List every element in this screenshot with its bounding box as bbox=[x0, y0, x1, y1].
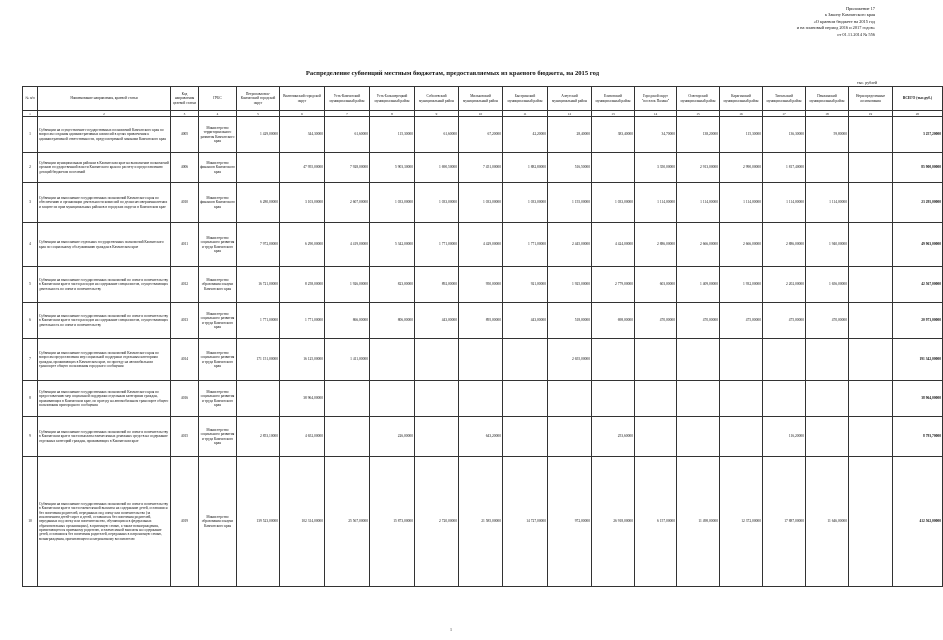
row-number: 1 bbox=[23, 117, 38, 153]
column-header: Петропавловск-Камчатский городской округ bbox=[237, 87, 280, 111]
row-value bbox=[720, 417, 763, 457]
row-value: 1 411,00000 bbox=[325, 339, 370, 381]
row-value: 7 451,00000 bbox=[459, 153, 503, 183]
row-value bbox=[806, 153, 849, 183]
row-value: 102 314,00000 bbox=[280, 457, 325, 587]
row-value: 2 666,00000 bbox=[677, 223, 720, 267]
column-header: Пенжинский муниципальный район bbox=[806, 87, 849, 111]
column-index: 14 bbox=[635, 111, 677, 117]
row-value bbox=[635, 339, 677, 381]
row-value: 138,20000 bbox=[677, 117, 720, 153]
approval-line-1: Приложение 17 bbox=[845, 6, 875, 11]
row-value: 12 372,00000 bbox=[720, 457, 763, 587]
row-value: 7 928,00000 bbox=[325, 153, 370, 183]
row-value bbox=[849, 153, 893, 183]
subventions-table bbox=[22, 86, 943, 587]
row-value: 475,00000 bbox=[763, 303, 806, 339]
row-number: 10 bbox=[23, 457, 38, 587]
row-value: 115,30000 bbox=[720, 117, 763, 153]
row-code: 4014 bbox=[171, 339, 199, 381]
row-value: 2 666,00000 bbox=[720, 223, 763, 267]
table-row bbox=[23, 339, 943, 381]
row-code: 4019 bbox=[171, 457, 199, 587]
row-value: 21 585,00000 bbox=[459, 457, 503, 587]
row-code: 4006 bbox=[171, 153, 199, 183]
row-value bbox=[806, 381, 849, 417]
row-value bbox=[503, 417, 548, 457]
row-value: 5 903,30000 bbox=[370, 153, 415, 183]
row-value: 2 607,00000 bbox=[325, 183, 370, 223]
row-value: 1 926,00000 bbox=[325, 267, 370, 303]
row-value: 1 882,80000 bbox=[503, 153, 548, 183]
row-value bbox=[806, 339, 849, 381]
row-value: 383,40000 bbox=[592, 117, 635, 153]
row-total: 8 793,70000 bbox=[893, 417, 943, 457]
row-grbs: Министерство социального развития и труда Камчатского края bbox=[199, 381, 237, 417]
row-grbs: Министерство образования и науки Камчатского края bbox=[199, 267, 237, 303]
row-code: 4010 bbox=[171, 183, 199, 223]
row-value: 1 932,00000 bbox=[720, 267, 763, 303]
row-value: 1 925,00000 bbox=[548, 267, 592, 303]
row-value: 226,00000 bbox=[370, 417, 415, 457]
row-total: 412 562,00000 bbox=[893, 457, 943, 587]
table-row bbox=[23, 117, 943, 153]
document-title: Распределение субвенций местным бюджетам, предоставляемых из краевого бюджета, на 2015 год bbox=[305, 70, 600, 77]
row-value: 1 033,00000 bbox=[459, 183, 503, 223]
row-grbs: Министерство финансов Камчатского края bbox=[199, 183, 237, 223]
column-index: 17 bbox=[763, 111, 806, 117]
row-grbs: Министерство социального развития и труда Камчатского края bbox=[199, 303, 237, 339]
row-value bbox=[325, 381, 370, 417]
row-value: 344,30000 bbox=[280, 117, 325, 153]
column-header: ГРБС bbox=[199, 87, 237, 111]
row-value: 443,00000 bbox=[503, 303, 548, 339]
row-value: 61,60000 bbox=[415, 117, 459, 153]
row-value bbox=[849, 381, 893, 417]
column-header: Нераспределенные ассигнования bbox=[849, 87, 893, 111]
row-value bbox=[849, 417, 893, 457]
row-value: 1 771,00000 bbox=[415, 223, 459, 267]
approval-line-5: от 01.11.2014 № 556 bbox=[837, 31, 875, 37]
row-value: 470,00000 bbox=[677, 303, 720, 339]
row-value: 1 033,00000 bbox=[503, 183, 548, 223]
column-header: Быстринский муниципальный район bbox=[503, 87, 548, 111]
row-value: 1 817,40000 bbox=[763, 153, 806, 183]
column-header: Наименование направления, краевой статьи bbox=[38, 87, 171, 111]
row-value: 16 721,00000 bbox=[237, 267, 280, 303]
row-value bbox=[459, 381, 503, 417]
table-row bbox=[23, 267, 943, 303]
row-value: 115,30000 bbox=[370, 117, 415, 153]
row-value: 11 498,00000 bbox=[677, 457, 720, 587]
row-value: 4 419,00000 bbox=[325, 223, 370, 267]
row-value: 1 656,00000 bbox=[806, 267, 849, 303]
row-name: Субвенции на выполнение государственных полномочий по опеке и попечительству в Камчатском крае в части расходов на содержание специалистов, осуществляющих деятельность по опеке и попечительству bbox=[38, 267, 171, 303]
row-total: 23 295,00000 bbox=[893, 183, 943, 223]
row-value: 34,70000 bbox=[635, 117, 677, 153]
column-index: 16 bbox=[720, 111, 763, 117]
column-header: Мильковский муниципальный район bbox=[459, 87, 503, 111]
row-value: 470,00000 bbox=[635, 303, 677, 339]
row-value bbox=[849, 303, 893, 339]
column-index: 11 bbox=[503, 111, 548, 117]
row-value bbox=[415, 417, 459, 457]
column-index: 3 bbox=[171, 111, 199, 117]
row-value bbox=[635, 381, 677, 417]
column-index: 18 bbox=[806, 111, 849, 117]
row-value: 136,30000 bbox=[763, 117, 806, 153]
row-value: 59,80000 bbox=[806, 117, 849, 153]
row-value bbox=[849, 267, 893, 303]
table-row bbox=[23, 303, 943, 339]
table-row bbox=[23, 183, 943, 223]
row-value: 42,20000 bbox=[503, 117, 548, 153]
row-value bbox=[720, 339, 763, 381]
column-index: 6 bbox=[280, 111, 325, 117]
row-value bbox=[677, 417, 720, 457]
row-value: 61,60000 bbox=[325, 117, 370, 153]
table-row bbox=[23, 153, 943, 183]
row-code: 4016 bbox=[171, 381, 199, 417]
row-value: 1 114,00000 bbox=[720, 183, 763, 223]
row-name: Субвенции муниципальным районам в Камчатском крае на выполнение полномочий органов государственной власти Камчатского края по расчету и предоставлению дотаций бюджетам поселений bbox=[38, 153, 171, 183]
row-value: 1 771,00000 bbox=[503, 223, 548, 267]
row-value bbox=[592, 381, 635, 417]
row-value: 3 350,00000 bbox=[635, 153, 677, 183]
row-number: 6 bbox=[23, 303, 38, 339]
row-value bbox=[806, 417, 849, 457]
row-total: 191 342,00000 bbox=[893, 339, 943, 381]
column-index: 8 bbox=[370, 111, 415, 117]
row-value bbox=[677, 339, 720, 381]
row-value: 7 972,00000 bbox=[237, 223, 280, 267]
row-value: 116,20000 bbox=[763, 417, 806, 457]
row-value bbox=[677, 381, 720, 417]
row-name: Субвенции на выполнение государственных полномочий по опеке и попечительству в Камчатском крае в части расходов на содержание специалистов, осуществляющих деятельность по опеке и попечительству bbox=[38, 303, 171, 339]
row-value bbox=[325, 417, 370, 457]
row-value: 950,00000 bbox=[459, 267, 503, 303]
row-value bbox=[849, 117, 893, 153]
row-value: 11 646,00000 bbox=[806, 457, 849, 587]
row-value: 475,00000 bbox=[720, 303, 763, 339]
row-code: 4013 bbox=[171, 303, 199, 339]
row-value: 2 886,00000 bbox=[763, 223, 806, 267]
row-value: 26 918,00000 bbox=[592, 457, 635, 587]
row-total: 85 900,00000 bbox=[893, 153, 943, 183]
row-value: 443,00000 bbox=[415, 303, 459, 339]
row-value: 1 033,00000 bbox=[592, 183, 635, 223]
row-total: 20 973,00000 bbox=[893, 303, 943, 339]
column-header: Карагинский муниципальный район bbox=[720, 87, 763, 111]
row-number: 5 bbox=[23, 267, 38, 303]
row-name: Субвенции на осуществление государственных полномочий Камчатского края по вопросам создания административных комиссий в целях привлечения к административной ответственности, предусмотренной законами Камчатского края bbox=[38, 117, 171, 153]
row-value bbox=[459, 339, 503, 381]
row-value: 2 720,00000 bbox=[415, 457, 459, 587]
row-value: 4 424,00000 bbox=[592, 223, 635, 267]
row-value: 470,00000 bbox=[806, 303, 849, 339]
column-header: Вилючинский городской округ bbox=[280, 87, 325, 111]
column-header: Соболевский муниципальный район bbox=[415, 87, 459, 111]
row-value: 2 990,00000 bbox=[720, 153, 763, 183]
row-value: 643,20000 bbox=[459, 417, 503, 457]
row-value: 1 114,00000 bbox=[806, 183, 849, 223]
row-value: 1 033,00000 bbox=[415, 183, 459, 223]
row-value: 518,00000 bbox=[548, 303, 592, 339]
column-header: ВСЕГО (тыс.руб.) bbox=[893, 87, 943, 111]
column-header: Тигильский муниципальный район bbox=[763, 87, 806, 111]
row-value: 823,00000 bbox=[370, 267, 415, 303]
row-value: 25 567,00000 bbox=[325, 457, 370, 587]
row-value: 2 779,00000 bbox=[592, 267, 635, 303]
row-value: 1 690,50000 bbox=[415, 153, 459, 183]
column-index: 7 bbox=[325, 111, 370, 117]
row-value: 2 886,00000 bbox=[635, 223, 677, 267]
row-value: 516,50000 bbox=[548, 153, 592, 183]
column-index: 15 bbox=[677, 111, 720, 117]
row-name: Субвенции на выполнение отдельных государственных полномочий Камчатского края по социальному обслуживанию граждан в Камчатском крае bbox=[38, 223, 171, 267]
page-number: 1 bbox=[450, 627, 452, 632]
table-row bbox=[23, 457, 943, 587]
row-value: 2 202,00000 bbox=[763, 267, 806, 303]
approval-line-4: и на плановый период 2016 и 2017 годов» bbox=[796, 25, 875, 31]
approval-stamp bbox=[797, 6, 875, 38]
row-value bbox=[849, 223, 893, 267]
column-header: Городской округ "поселок Палана" bbox=[635, 87, 677, 111]
column-index: 4 bbox=[199, 111, 237, 117]
column-index: 20 bbox=[893, 111, 943, 117]
row-value: 14 727,00000 bbox=[503, 457, 548, 587]
column-index: 12 bbox=[548, 111, 592, 117]
row-number: 9 bbox=[23, 417, 38, 457]
row-value: 1 409,00000 bbox=[677, 267, 720, 303]
row-number: 2 bbox=[23, 153, 38, 183]
row-value: 6 280,00000 bbox=[237, 183, 280, 223]
row-value: 16 125,00000 bbox=[280, 339, 325, 381]
row-total: 3 257,20000 bbox=[893, 117, 943, 153]
row-value: 1 114,00000 bbox=[763, 183, 806, 223]
row-value: 1 114,00000 bbox=[677, 183, 720, 223]
row-name: Субвенции на выполнение государственных полномочий по опеке и попечительству в Камчатском крае в части выплаты ежемесячных денежных средств на содержание отдельных категорий граждан, проживающих в Камчатском крае bbox=[38, 417, 171, 457]
row-value: 1 033,00000 bbox=[370, 183, 415, 223]
column-header: Усть-Камчатский муниципальный район bbox=[325, 87, 370, 111]
row-value bbox=[415, 339, 459, 381]
table-row bbox=[23, 223, 943, 267]
row-total: 38 964,00000 bbox=[893, 381, 943, 417]
row-value bbox=[548, 381, 592, 417]
row-value: 806,00000 bbox=[370, 303, 415, 339]
row-value bbox=[849, 339, 893, 381]
row-value: 2 853,10000 bbox=[237, 417, 280, 457]
approval-line-2: к Закону Камчатского края bbox=[824, 12, 875, 18]
row-grbs: Министерство финансов Камчатского края bbox=[199, 153, 237, 183]
row-value bbox=[237, 381, 280, 417]
row-total: 42 567,00000 bbox=[893, 267, 943, 303]
row-value: 1 429,00000 bbox=[237, 117, 280, 153]
column-index: 1 bbox=[23, 111, 38, 117]
row-total: 49 963,00000 bbox=[893, 223, 943, 267]
column-header: Алеутский муниципальный район bbox=[548, 87, 592, 111]
row-value: 1 114,00000 bbox=[635, 183, 677, 223]
row-value bbox=[503, 339, 548, 381]
row-value: 38 964,00000 bbox=[280, 381, 325, 417]
row-value: 921,00000 bbox=[503, 267, 548, 303]
row-value: 1 155,00000 bbox=[548, 183, 592, 223]
row-value: 2 913,00000 bbox=[677, 153, 720, 183]
row-value bbox=[635, 417, 677, 457]
row-number: 8 bbox=[23, 381, 38, 417]
row-code: 4015 bbox=[171, 417, 199, 457]
row-value bbox=[370, 381, 415, 417]
row-value bbox=[763, 339, 806, 381]
row-value bbox=[720, 381, 763, 417]
column-index: 13 bbox=[592, 111, 635, 117]
row-value bbox=[763, 381, 806, 417]
row-number: 4 bbox=[23, 223, 38, 267]
row-value: 1 771,00000 bbox=[237, 303, 280, 339]
row-value: 4 429,00000 bbox=[459, 223, 503, 267]
approval-line-3: «О краевом бюджете на 2015 год bbox=[813, 18, 875, 24]
row-value: 866,00000 bbox=[325, 303, 370, 339]
row-value: 2 445,00000 bbox=[548, 223, 592, 267]
column-index: 10 bbox=[459, 111, 503, 117]
row-number: 3 bbox=[23, 183, 38, 223]
row-name: Субвенции на выполнение государственных полномочий по опеке и попечительству в Камчатском крае в части ежемесячной выплаты на содержание детей, оставшихся без попечения родителей, переданных под опеку или попечительство (за исключением детей-сирот и детей, оставшихся без попечения родителей, переданных под опеку или попечительство, обучающихся в федеральных образовательных организациях), в приемную семью, а также вознаграждения, причитающегося приемному родителю, и ежемесячной выплаты на содержание детей, оставшихся без попечения родителей, переданных в патронатную семью, вознаграждения, причитающегося патронатному воспитателю bbox=[38, 457, 171, 587]
row-value: 4 652,00000 bbox=[280, 417, 325, 457]
row-value bbox=[503, 381, 548, 417]
column-index: 9 bbox=[415, 111, 459, 117]
row-grbs: Министерство образования и науки Камчатского края bbox=[199, 457, 237, 587]
row-value: 1 940,00000 bbox=[806, 223, 849, 267]
table-row bbox=[23, 381, 943, 417]
column-header: Елизовский муниципальный район bbox=[592, 87, 635, 111]
row-value: 1 771,00000 bbox=[280, 303, 325, 339]
column-header: Усть-Большерецкий муниципальный район bbox=[370, 87, 415, 111]
column-header: Олюторский муниципальный район bbox=[677, 87, 720, 111]
row-value: 895,00000 bbox=[459, 303, 503, 339]
row-name: Субвенции на выполнение государственных полномочий Камчатского края по предоставлению мер социальной поддержки отдельным категориям граждан, проживающих в Камчатском крае, по проезду на автомобильном транспорте общего пользования пригородного сообщения bbox=[38, 381, 171, 417]
row-value: 47 955,00000 bbox=[280, 153, 325, 183]
column-index: 19 bbox=[849, 111, 893, 117]
row-value: 171 151,00000 bbox=[237, 339, 280, 381]
units-label: тыс. рублей bbox=[857, 80, 877, 85]
row-value: 698,00000 bbox=[592, 303, 635, 339]
row-value: 15 873,00000 bbox=[370, 457, 415, 587]
column-index: 5 bbox=[237, 111, 280, 117]
row-value bbox=[592, 339, 635, 381]
row-value bbox=[370, 339, 415, 381]
row-value bbox=[849, 183, 893, 223]
column-index: 2 bbox=[38, 111, 171, 117]
row-value: 6 157,00000 bbox=[635, 457, 677, 587]
row-name: Субвенции на выполнение государственных полномочий Камчатского края по вопросам предоставления мер социальной поддержки отдельным категориям граждан, проживающих в Камчатском крае, по проезду на автомобильном транспорте общего пользования городского сообщения bbox=[38, 339, 171, 381]
row-value bbox=[415, 381, 459, 417]
row-code: 4005 bbox=[171, 117, 199, 153]
row-number: 7 bbox=[23, 339, 38, 381]
row-name: Субвенции на выполнение государственных полномочий Камчатского края по обеспечению и организации деятельности комиссий по делам несовершеннолетних и защите их прав муниципальных районов в городских округах в Камчатском крае bbox=[38, 183, 171, 223]
row-code: 4011 bbox=[171, 223, 199, 267]
row-value: 253,60000 bbox=[592, 417, 635, 457]
row-grbs: Министерство социального развития и труда Камчатского края bbox=[199, 417, 237, 457]
table-header-row bbox=[23, 87, 943, 111]
column-header: Код направления целевой статьи bbox=[171, 87, 199, 111]
row-code: 4012 bbox=[171, 267, 199, 303]
row-value bbox=[592, 153, 635, 183]
row-value bbox=[237, 153, 280, 183]
row-value: 972,00000 bbox=[548, 457, 592, 587]
row-grbs: Министерство социального развития и труда Камчатского края bbox=[199, 223, 237, 267]
row-value: 67,20000 bbox=[459, 117, 503, 153]
row-value: 2 655,00000 bbox=[548, 339, 592, 381]
row-value: 28,40000 bbox=[548, 117, 592, 153]
row-value: 6 290,00000 bbox=[280, 223, 325, 267]
row-value bbox=[849, 457, 893, 587]
table-row bbox=[23, 417, 943, 457]
row-grbs: Министерство территориального развития Камчатского края bbox=[199, 117, 237, 153]
row-value: 5 342,00000 bbox=[370, 223, 415, 267]
column-header: № п/п bbox=[23, 87, 38, 111]
row-value: 3 103,00000 bbox=[280, 183, 325, 223]
row-value: 8 258,00000 bbox=[280, 267, 325, 303]
row-value: 603,00000 bbox=[635, 267, 677, 303]
row-value bbox=[548, 417, 592, 457]
row-grbs: Министерство социального развития и труда Камчатского края bbox=[199, 339, 237, 381]
row-value: 139 523,00000 bbox=[237, 457, 280, 587]
row-value: 892,00000 bbox=[415, 267, 459, 303]
row-value: 17 887,00000 bbox=[763, 457, 806, 587]
